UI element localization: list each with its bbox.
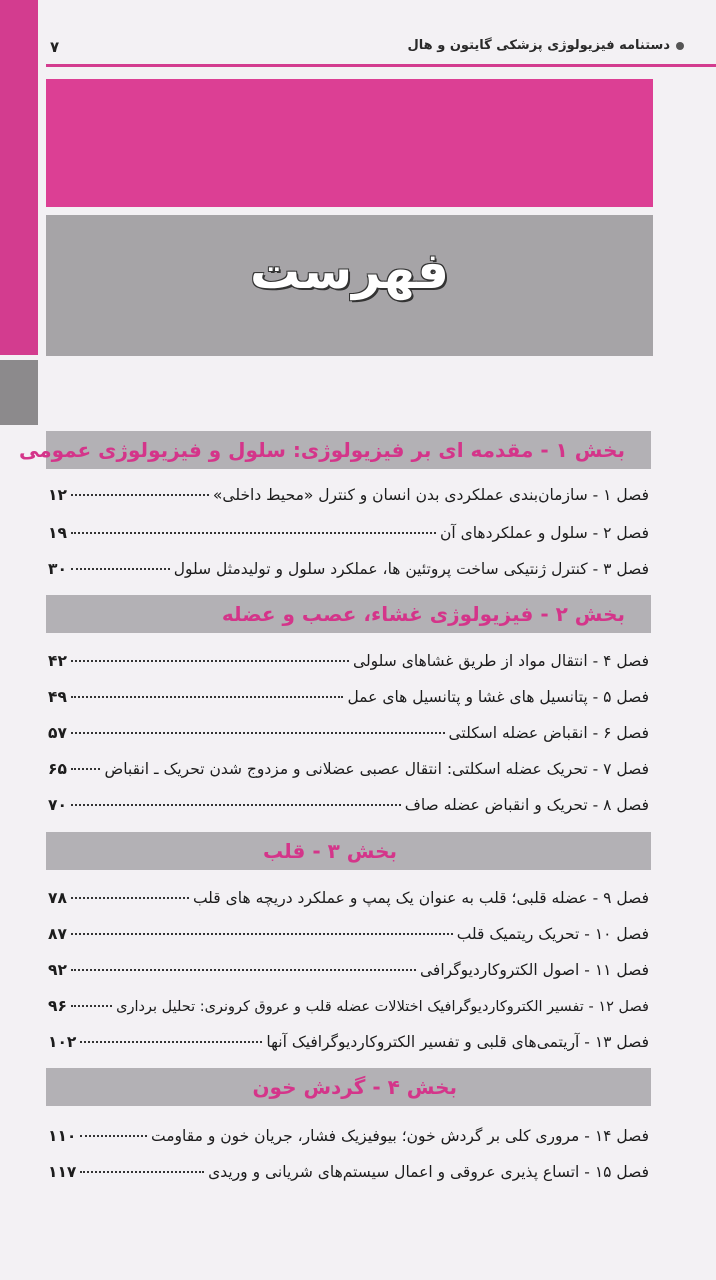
leader-dots (71, 532, 436, 534)
leader-dots (71, 897, 189, 899)
toc-entry[interactable] (48, 1033, 649, 1059)
leader-dots (71, 732, 445, 734)
page-number: ۹۲ (48, 961, 67, 979)
leader-dots (71, 494, 209, 496)
page-number: ۶۵ (48, 760, 67, 778)
section-header-3 (46, 832, 651, 870)
page-number: ۷۰ (48, 796, 67, 814)
toc-entry[interactable] (48, 997, 649, 1023)
leader-dots (71, 768, 101, 770)
chapter-title: فصل ۵ - پتانسیل های غشا و پتانسیل های عمل (347, 688, 649, 706)
toc-title: فهرست (250, 242, 449, 300)
toc-entry[interactable] (48, 1163, 649, 1189)
chapter-title: فصل ۱۲ - تفسیر الکتروکاردیوگرافیک اختلالات عضله قلب و عروق کرونری: تحلیل برداری (116, 999, 649, 1015)
page-number: ۱۹ (48, 524, 67, 542)
edge-tab-gray (0, 360, 38, 425)
toc-entry[interactable] (48, 486, 649, 512)
toc-entry[interactable] (48, 688, 649, 714)
toc-entry[interactable] (48, 652, 649, 678)
page-number: ۷ (50, 38, 60, 56)
page-number: ۳۰ (48, 560, 67, 578)
chapter-title: فصل ۴ - انتقال مواد از طریق غشاهای سلولی (353, 652, 649, 670)
toc-entry[interactable] (48, 889, 649, 915)
chapter-title: فصل ۱ - سازمان‌بندی عملکردی بدن انسان و کنترل «محیط داخلی» (212, 486, 649, 504)
toc-entry[interactable] (48, 796, 649, 822)
toc-entry[interactable] (48, 1127, 649, 1153)
decorative-pink-band (46, 79, 653, 207)
page-number: ۴۲ (48, 652, 67, 670)
leader-dots (71, 568, 170, 570)
page-number: ۱۱۷ (48, 1163, 77, 1181)
section-header-2 (46, 595, 651, 633)
toc-entry[interactable] (48, 524, 649, 550)
section-title: بخش ۲ - فیزیولوژی غشاء، عصب و عضله (221, 602, 625, 626)
chapter-title: فصل ۸ - تحریک و انقباض عضله صاف (404, 796, 649, 814)
page-number: ۹۶ (48, 997, 67, 1015)
toc-entry[interactable] (48, 560, 649, 586)
page-number: ۸۷ (48, 925, 67, 943)
leader-dots (80, 1041, 262, 1043)
leader-dots (80, 1171, 204, 1173)
leader-dots (71, 969, 416, 971)
leader-dots (71, 1005, 112, 1007)
running-head (46, 32, 684, 62)
chapter-title: فصل ۱۳ - آریتمی‌های قلبی و تفسیر الکتروکاردیوگرافیک آنها (266, 1033, 649, 1051)
header-rule (46, 64, 716, 67)
toc-entry[interactable] (48, 961, 649, 987)
chapter-title: فصل ۱۴ - مروری کلی بر گردش خون؛ بیوفیزیک فشار، جریان خون و مقاومت (151, 1127, 649, 1145)
toc-entry[interactable] (48, 724, 649, 750)
bullet-icon (676, 42, 684, 50)
section-header-4 (46, 1068, 651, 1106)
leader-dots (71, 933, 453, 935)
leader-dots (71, 696, 344, 698)
page-number: ۱۱۰ (48, 1127, 77, 1145)
toc-entry[interactable] (48, 760, 649, 786)
chapter-title: فصل ۳ - کنترل ژنتیکی ساخت پروتئین ها، عملکرد سلول و تولیدمثل سلول (173, 560, 649, 578)
page-number: ۱۲ (48, 486, 67, 504)
page-number: ۷۸ (48, 889, 67, 907)
chapter-title: فصل ۲ - سلول و عملکردهای آن (439, 524, 649, 542)
leader-dots (71, 804, 401, 806)
book-title (408, 38, 684, 53)
section-title: بخش ۴ - گردش خون (252, 1075, 457, 1099)
page-number: ۵۷ (48, 724, 67, 742)
chapter-title: فصل ۱۱ - اصول الکتروکاردیوگرافی (420, 961, 649, 979)
section-title: بخش ۱ - مقدمه ای بر فیزیولوژی: سلول و فیزیولوژی عمومی (18, 438, 625, 462)
section-header-1 (18, 431, 651, 469)
leader-dots (80, 1135, 147, 1137)
chapter-title: فصل ۹ - عضله قلبی؛ قلب به عنوان یک پمپ و عملکرد دریچه های قلب (192, 889, 649, 907)
leader-dots (71, 660, 349, 662)
chapter-title: فصل ۶ - انقباض عضله اسکلتی (448, 724, 649, 742)
toc-entry[interactable] (48, 925, 649, 951)
page-number: ۱۰۲ (48, 1033, 77, 1051)
page-number: ۴۹ (48, 688, 67, 706)
edge-tab-pink (0, 0, 38, 355)
chapter-title: فصل ۱۵ - اتساع پذیری عروقی و اعمال سیستم‌های شریانی و وریدی (208, 1163, 649, 1181)
chapter-title: فصل ۷ - تحریک عضله اسکلتی: انتقال عصبی عضلانی و مزدوج شدن تحریک ـ انقباض (104, 760, 649, 778)
section-title: بخش ۳ - قلب (262, 839, 397, 863)
book-title-text: دستنامه فیزیولوژی پزشکی گایتون و هال (407, 38, 670, 53)
chapter-title: فصل ۱۰ - تحریک ریتمیک قلب (456, 925, 649, 943)
